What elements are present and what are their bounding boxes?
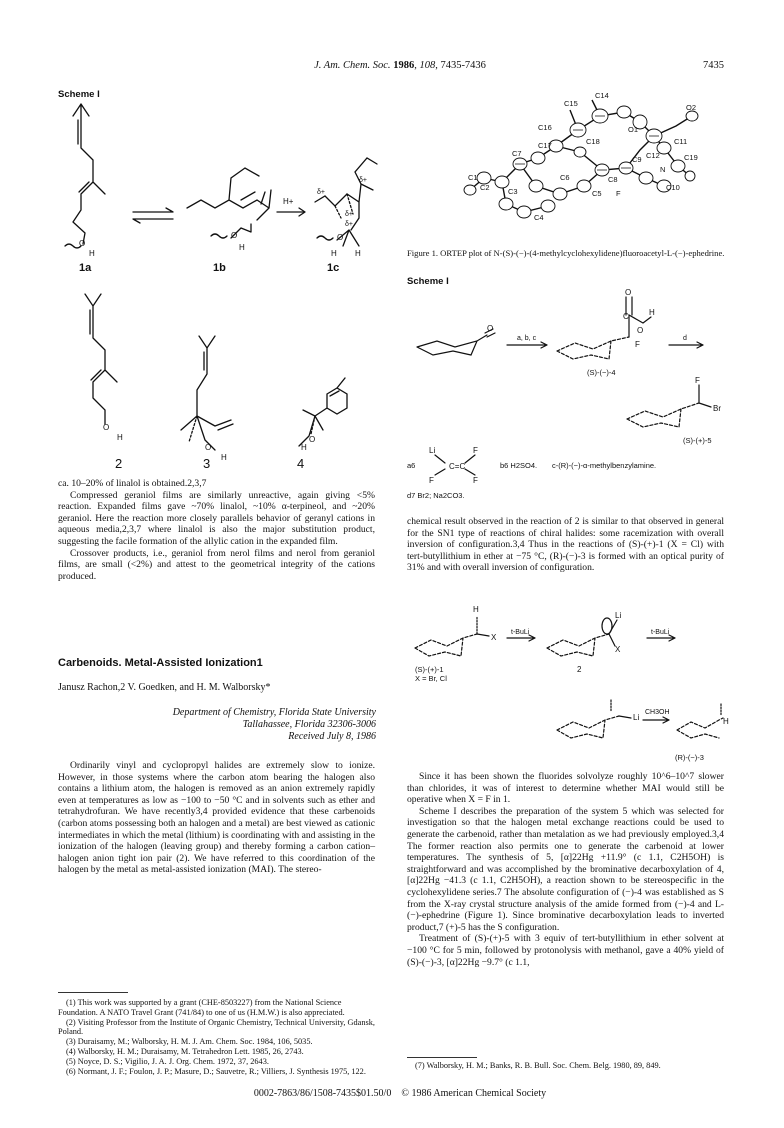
footnote-2: (2) Visiting Professor from the Institute of Organic Chemistry, Technical University, Gdansk, Poland. [58,1017,375,1037]
journal-volume: 108 [419,60,436,71]
svg-text:C18: C18 [586,137,600,146]
svg-text:O: O [487,324,494,333]
svg-text:C17: C17 [538,141,552,150]
scheme-footnote-c: c-(R)-(−)-α-methylbenzylamine. [552,461,657,470]
reagents-d: d [683,335,687,342]
svg-text:O1: O1 [628,125,639,134]
footnote-1: (1) This work was supported by a grant (CHE-8503227) from the National Science Foundation. A NATO Travel Grant (741/84) to one of us (H.M.W.) is also appreciated. [58,998,345,1017]
svg-text:C7: C7 [512,149,522,158]
article-body-left [58,760,375,876]
svg-text:δ+: δ+ [345,211,353,218]
svg-text:C6: C6 [560,173,570,182]
prev-paper-p2: Crossover products, i.e., geraniol from nerol films and nerol from geraniol films, are small (<2%) and attest to the geometrical integrity of the cations produced. [58,547,375,582]
svg-text:O: O [637,326,644,335]
svg-text:H: H [117,433,123,442]
body-left-paragraph: Ordinarily vinyl and cyclopropyl halides are extremely slow to ionize. However, in those systems where the carbon atom bearing the halogen also contains a lithium atom, the halogen is removed as an anion extremely rapidly even at temperatures as low as −100 to −50 °C and in solvents such as ether and tetrahydrofuran. We have recently3,4 provided evidence that these carbenoids (carbon atoms possessing both an halogen and a metal) are best viewed as cationic intermediates in which the metal (lithium) is coordinating with and assisting in the ionization of the halogen (leaving group) and thereby forming a carbon cation–halogen anion tight ion pair (2). We have referred to this coordination of the halogen by the metal as metal-assisted ionization (MAI). The stereo- [58,760,375,876]
journal-pages: 7435-7436 [440,60,486,71]
running-header: J. Am. Chem. Soc. 1986, 108, 7435-7436 [314,60,486,71]
reagent-tbuli-1: t-BuLi [511,629,530,636]
svg-text:C9: C9 [632,155,642,164]
label-1c: 1c [327,262,340,274]
prev-paper-p1: Compressed geraniol films are similarly unreactive, again giving <5% reaction. Expanded films gave ~70% linalol, ~10% α-terpineol, and ~20% geraniol. Here the reaction more closely parallels behavior of geranyl cations in aqueous media,2,3,7 where linalol is also the major substitution product, suggesting the facile formation of the allylic cation in the expanded film. [58,489,375,547]
reagent-ch3oh: CH3OH [645,709,670,716]
ortep-figure [440,86,710,234]
svg-text:C1: C1 [468,173,478,182]
svg-text:H: H [239,243,245,252]
body-right-paragraph-1: chemical result observed in the reaction of 2 is similar to that observed in general for the SN1 type of reactions of chiral halides: some racemization with overall inversion of configuration.3,4 Thus in the reactions of (S)-(+)-1 (X = Cl) with tert-butyllithium in ether at −75 °C, (R)-(−)-3 is formed with an optical purity of 31% and with overall inversion of configuration. [407,516,724,574]
svg-text:O: O [205,443,212,452]
svg-text:C4: C4 [534,213,544,222]
affiliation-line-2: Tallahassee, Florida 32306-3006 [242,719,376,730]
svg-text:F: F [473,446,478,455]
svg-text:C=C: C=C [449,462,466,471]
svg-text:C2: C2 [480,183,490,192]
article-title: Carbenoids. Metal-Assisted Ionization1 [58,657,263,669]
svg-text:H: H [221,453,227,462]
label-1b: 1b [213,262,226,274]
body-right-2 [407,771,724,968]
svg-text:H: H [723,717,729,726]
svg-text:Li: Li [615,611,622,620]
svg-text:O: O [231,231,238,240]
scheme-footnote-d: d7 Br2; Na2CO3. [407,491,465,500]
body-right-1 [407,516,724,574]
label-r-3: (R)-(−)-3 [675,753,704,762]
svg-text:C5: C5 [592,189,602,198]
left-scheme-title: Scheme I [58,89,100,100]
svg-text:C12: C12 [646,151,660,160]
svg-text:X: X [491,633,497,642]
svg-text:H: H [473,605,479,614]
svg-text:δ+: δ+ [317,189,325,196]
svg-text:O: O [79,239,86,248]
figure1-caption: Figure 1. ORTEP plot of N-(S)-(−)-(4-methylcyclohexylidene)fluoroacetyl-L-(−)-ephedrine. [407,248,725,258]
svg-text:Li: Li [429,446,436,455]
svg-text:Li: Li [633,713,640,722]
svg-text:C8: C8 [608,175,618,184]
svg-text:C11: C11 [674,137,688,146]
svg-text:δ+: δ+ [345,221,353,228]
footnotes-left [58,998,376,1076]
svg-text:C19: C19 [684,153,698,162]
prev-paper-text [58,478,375,582]
article-affiliation [58,707,376,743]
scheme-2-diagram [407,600,727,770]
journal-name: J. Am. Chem. Soc. [314,60,391,71]
label-3: 3 [203,456,211,471]
svg-text:O2: O2 [686,103,697,112]
journal-year: 1986 [393,60,415,71]
left-scheme-diagram [55,98,385,476]
footnote-rule-left [58,992,128,993]
label-4: 4 [297,456,305,471]
reagents-abc: a, b, c [517,335,537,342]
footnote-4: (4) Walborsky, H. M.; Duraisamy, M. Tetrahedron Lett. 1985, 26, 2743. [66,1046,304,1056]
label-x-br-cl: X = Br, Cl [415,674,447,683]
svg-text:F: F [429,476,434,485]
footnote-rule-right [407,1057,477,1058]
svg-text:H: H [355,249,361,258]
compound-5-label: (S)-(+)-5 [683,436,712,445]
footer-copyright: © 1986 American Chemical Society [401,1088,547,1099]
svg-text:H: H [301,443,307,452]
svg-text:F: F [616,189,621,198]
affiliation-line-1: Department of Chemistry, Florida State University [172,707,376,718]
svg-text:F: F [695,376,700,385]
svg-text:C: C [623,312,629,321]
svg-text:C14: C14 [595,91,609,100]
svg-text:O: O [103,423,110,432]
svg-text:δ+: δ+ [359,177,367,184]
right-scheme-diagram [407,285,732,485]
svg-text:H: H [89,249,95,258]
scheme-footnote-a: a6 [407,461,416,470]
svg-text:C3: C3 [508,187,518,196]
right-scheme-title: Scheme I [407,276,449,287]
label-2-carbenoid: 2 [577,665,582,674]
svg-text:O: O [337,233,344,242]
footer-code: 0002-7863/86/1508-7435$01.50/0 [253,1088,392,1099]
prev-paper-p0: ca. 10–20% of linalol is obtained.2,3,7 [58,478,207,489]
article-authors: Janusz Rachon,2 V. Goedken, and H. M. Walborsky* [58,682,271,693]
body-right-paragraph-3: Scheme I describes the preparation of the system 5 which was selected for investigation so that the halogen metal exchange reactions could be used to generate the carbenoid, rather than metalation as we had previously employed.3,4 The former reaction also permits one to generate the carbenoid at lower temperatures. The synthesis of 5, [α]22Hg +11.9° (c 1.1, C2H5OH) is straightforward and was accomplished by the brominative decarboxylation of 4, [α]22Hg −41.3 (c 1.1, C2H5OH), a reaction shown to be stereospecific in the cyclohexylidene series.7 The absolute configuration of (−)-4 was established as S from the X-ray crystal structure analysis of the amide formed from (−)-4 and L-(−)-ephedrine (Figure 1). Since brominative decarboxylation leads to inverted product,7 (+)-5 has the S configuration. [407,805,724,933]
footnote-7: (7) Walborsky, H. M.; Banks, R. B. Bull. Soc. Chem. Belg. 1980, 89, 849. [415,1061,661,1070]
svg-text:H: H [331,249,337,258]
svg-text:X: X [615,645,621,654]
page-number: 7435 [703,60,724,71]
footnote-6: (6) Normant, J. F.; Foulon, J. P.; Masure, D.; Sauvetre, R.; Villiers, J. Synthesis 1975, 122. [66,1066,366,1076]
svg-text:N: N [660,165,666,174]
svg-text:O: O [309,435,316,444]
svg-text:Br: Br [713,404,721,413]
scheme-footnote-b: b6 H2SO4. [500,461,538,470]
footnote-3: (3) Duraisamy, M.; Walborsky, H. M. J. Am. Chem. Soc. 1984, 106, 5035. [66,1037,313,1047]
label-2: 2 [115,456,123,471]
svg-text:F: F [635,340,640,349]
svg-text:O: O [625,288,632,297]
label-1a: 1a [79,262,92,274]
reagent-tbuli-2: t-BuLi [651,629,670,636]
svg-text:H: H [649,308,655,317]
svg-text:C10: C10 [666,183,680,192]
footnote-5: (5) Noyce, D. S.; Vigilio, J. A. J. Org. Chem. 1972, 37, 2643. [66,1056,269,1066]
label-s-1: (S)-(+)-1 [415,665,444,674]
svg-text:F: F [473,476,478,485]
body-right-paragraph-4: Treatment of (S)-(+)-5 with 3 equiv of tert-butyllithium in ether solvent at −100 °C for 5 min, followed by protonolysis with methanol, gave a 40% yield of (S)-(−)-3, [α]22Hg −9.7° (c 1.1, [407,933,724,968]
body-right-paragraph-2: Since it has been shown the fluorides solvolyze roughly 10^6–10^7 slower than chlorides, it was of interest to determine whether MAI would still be operative when X = F in 1. [407,771,724,806]
proton-label: H+ [283,197,294,206]
svg-text:C16: C16 [538,123,552,132]
received-date: Received July 8, 1986 [288,731,376,742]
compound-4-label: (S)-(−)-4 [587,368,616,377]
svg-text:C15: C15 [564,99,578,108]
page-footer [220,1088,580,1099]
